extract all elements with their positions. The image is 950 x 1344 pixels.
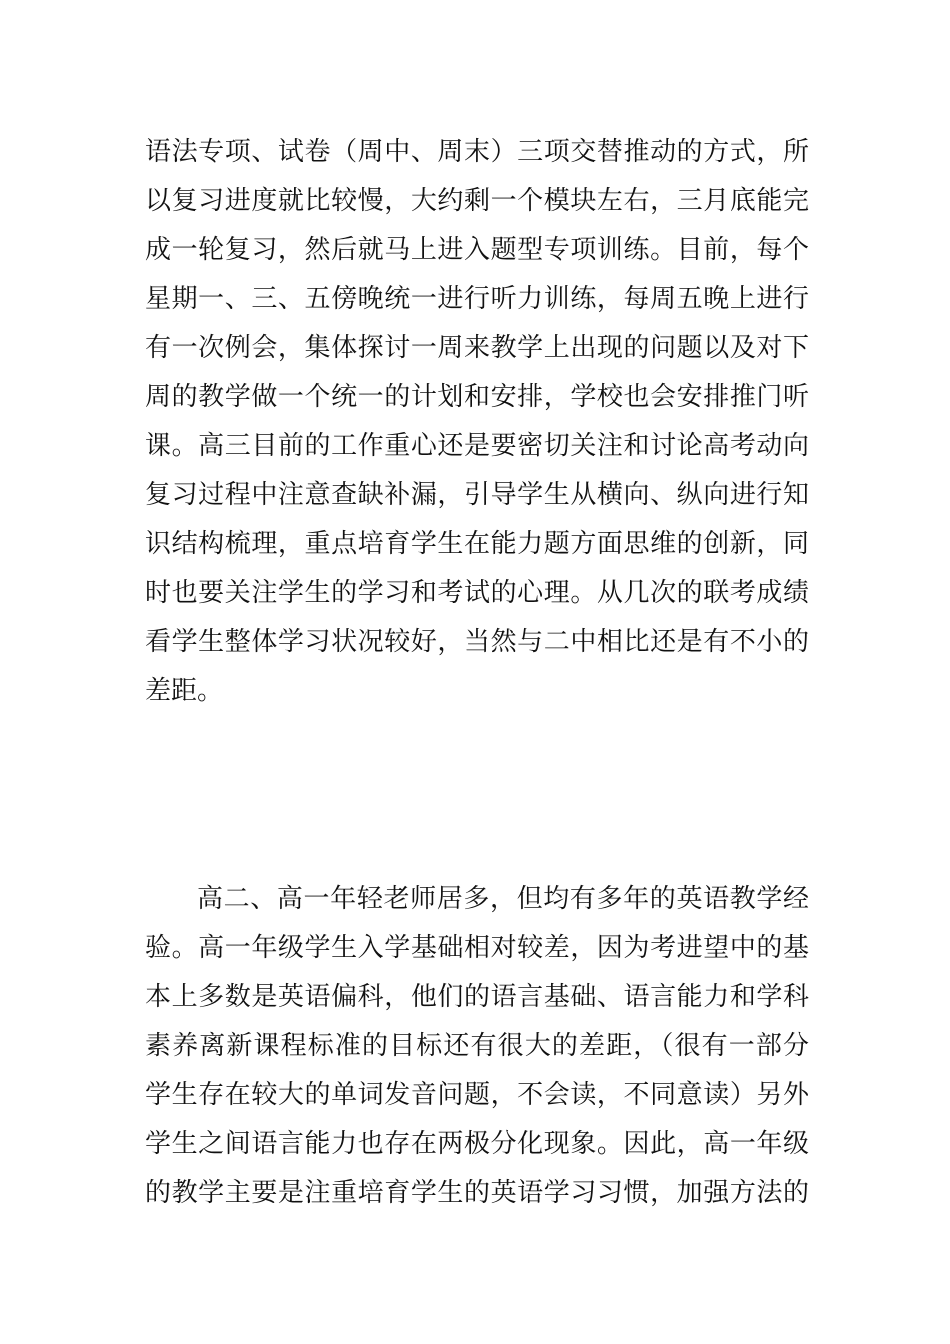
text-line: 时也要关注学生的学习和考试的心理。从几次的联考成绩 (145, 578, 809, 608)
text-line: 学生存在较大的单词发音问题，不会读，不同意读）另外 (145, 1080, 809, 1110)
text-line: 星期一、三、五傍晚统一进行听力训练，每周五晚上进行 (145, 284, 809, 314)
text-line: 差距。 (145, 676, 224, 706)
paragraph-senior-three (145, 128, 809, 716)
paragraph-senior-one-two (145, 875, 809, 1218)
text-line: 本上多数是英语偏科，他们的语言基础、语言能力和学科 (145, 982, 809, 1012)
text-line: 有一次例会，集体探讨一周来教学上出现的问题以及对下 (145, 333, 809, 363)
text-line: 课。高三目前的工作重心还是要密切关注和讨论高考动向 (145, 431, 809, 461)
text-line: 复习过程中注意查缺补漏，引导学生从横向、纵向进行知 (145, 480, 809, 510)
text-line: 语法专项、试卷（周中、周末）三项交替推动的方式，所 (145, 137, 809, 167)
text-line: 成一轮复习，然后就马上进入题型专项训练。目前，每个 (145, 235, 809, 265)
text-line: 素养离新课程标准的目标还有很大的差距，（很有一部分 (145, 1031, 809, 1061)
text-line: 的教学主要是注重培育学生的英语学习习惯，加强方法的 (145, 1178, 809, 1208)
text-line: 周的教学做一个统一的计划和安排，学校也会安排推门听 (145, 382, 809, 412)
text-line: 识结构梳理，重点培育学生在能力题方面思维的创新，同 (145, 529, 809, 559)
text-line: 验。高一年级学生入学基础相对较差，因为考进望中的基 (145, 933, 809, 963)
text-line: 高二、高一年轻老师居多，但均有多年的英语教学经 (197, 884, 809, 914)
text-line: 学生之间语言能力也存在两极分化现象。因此，高一年级 (145, 1129, 809, 1159)
text-line: 以复习进度就比较慢，大约剩一个模块左右，三月底能完 (145, 186, 809, 216)
text-line: 看学生整体学习状况较好，当然与二中相比还是有不小的 (145, 627, 809, 657)
